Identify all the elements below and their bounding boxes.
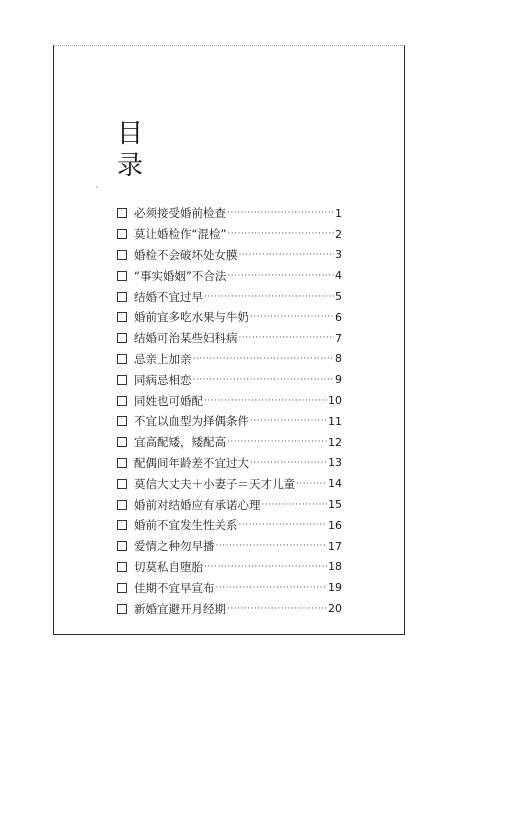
checkbox-icon <box>117 396 127 406</box>
dot-leader <box>262 500 328 510</box>
toc-entry-label: 忌亲上加亲 <box>134 351 192 366</box>
toc-entry-page: 18 <box>328 560 342 574</box>
toc-entry-page: 8 <box>335 352 342 366</box>
dot-leader <box>227 604 327 614</box>
dot-leader <box>193 375 335 385</box>
dot-leader <box>227 271 334 281</box>
toc-entry-label: 婚前不宜发生性关系 <box>134 518 238 533</box>
toc-entry-page: 16 <box>328 518 342 532</box>
dot-leader <box>239 250 335 260</box>
toc-entry-page: 20 <box>328 602 342 616</box>
toc-entry[interactable] <box>117 598 342 619</box>
toc-entry[interactable] <box>117 245 342 266</box>
toc-entry[interactable] <box>117 390 342 411</box>
toc-entry-label: 婚前宜多吃水果与牛奶 <box>134 310 249 325</box>
checkbox-icon <box>117 375 127 385</box>
dot-leader <box>227 208 334 218</box>
toc-entry-page: 1 <box>335 206 342 220</box>
checkbox-icon <box>117 250 127 260</box>
checkbox-icon <box>117 500 127 510</box>
toc-entry-label: 配偶间年龄差不宜过大 <box>134 455 249 470</box>
checkbox-icon <box>117 416 127 426</box>
toc-entry-page: 19 <box>328 581 342 595</box>
toc-entry[interactable] <box>117 432 342 453</box>
dot-leader <box>250 458 327 468</box>
toc-entry-page: 17 <box>328 539 342 553</box>
toc-entry-page: 11 <box>328 414 342 428</box>
toc-entry[interactable] <box>117 349 342 370</box>
toc-entry-label: 莫信大丈夫＋小妻子＝天才儿童 <box>134 476 295 491</box>
checkbox-icon <box>117 541 127 551</box>
checkbox-icon <box>117 271 127 281</box>
dot-leader <box>227 229 334 239</box>
toc-entry-page: 13 <box>328 456 342 470</box>
checkbox-icon <box>117 604 127 614</box>
toc-entry-label: 宜高配矮，矮配高 <box>134 435 226 450</box>
toc-entry[interactable] <box>117 307 342 328</box>
toc-entry-page: 12 <box>328 435 342 449</box>
dot-leader <box>239 520 328 530</box>
toc-entry-page: 3 <box>335 248 342 262</box>
toc-entry[interactable] <box>117 411 342 432</box>
checkbox-icon <box>117 583 127 593</box>
dot-leader <box>204 562 327 572</box>
toc-entry-label: 同姓也可婚配 <box>134 393 203 408</box>
toc-entry[interactable] <box>117 286 342 307</box>
toc-entry[interactable] <box>117 224 342 245</box>
toc-entry[interactable] <box>117 328 342 349</box>
checkbox-icon <box>117 562 127 572</box>
toc-entry-label: 结婚可治某些妇科病 <box>134 331 238 346</box>
checkbox-icon <box>117 520 127 530</box>
toc-entry-page: 9 <box>335 373 342 387</box>
toc-entry[interactable] <box>117 369 342 390</box>
toc-entry-page: 15 <box>328 498 342 512</box>
dot-leader <box>204 292 334 302</box>
toc-entry-page: 2 <box>335 227 342 241</box>
title-char-1: 目 <box>117 119 144 149</box>
dot-leader <box>204 396 327 406</box>
checkbox-icon <box>117 458 127 468</box>
dot-leader <box>239 333 335 343</box>
toc-entry-label: 切莫私自堕胎 <box>134 559 203 574</box>
toc-entry[interactable] <box>117 494 342 515</box>
title-char-2: 录 <box>117 151 144 181</box>
page-title <box>117 118 143 182</box>
dot-leader <box>296 479 327 489</box>
toc-entry-page: 7 <box>335 331 342 345</box>
toc-entry-label: 爱情之种勿早播 <box>134 539 215 554</box>
toc-entry[interactable] <box>117 453 342 474</box>
toc-entry-label: 不宜以血型为择偶条件 <box>134 414 249 429</box>
toc-entry-page: 10 <box>328 394 342 408</box>
checkbox-icon <box>117 292 127 302</box>
toc-entry-label: 结婚不宜过早 <box>134 289 203 304</box>
checkbox-icon <box>117 208 127 218</box>
toc-entry-page: 5 <box>335 290 342 304</box>
checkbox-icon <box>117 354 127 364</box>
toc-entry-label: 婚检不会破坏处女膜 <box>134 247 238 262</box>
dot-leader <box>250 312 334 322</box>
toc-entry-page: 14 <box>328 477 342 491</box>
dot-leader <box>216 583 328 593</box>
toc-entry-label: 莫让婚检作“混检” <box>134 227 227 242</box>
checkbox-icon <box>117 479 127 489</box>
toc-entry[interactable] <box>117 473 342 494</box>
dot-leader <box>193 354 335 364</box>
toc-entry-label: 同病忌相恋 <box>134 372 192 387</box>
toc-entry[interactable] <box>117 577 342 598</box>
table-of-contents <box>117 203 342 619</box>
toc-entry-label: “事实婚姻”不合法 <box>134 268 227 283</box>
toc-entry-label: 新婚宜避开月经期 <box>134 601 226 616</box>
checkbox-icon <box>117 229 127 239</box>
toc-entry-label: 婚前对结婚应有承诺心理 <box>134 497 261 512</box>
toc-entry[interactable] <box>117 536 342 557</box>
checkbox-icon <box>117 333 127 343</box>
toc-entry-label: 必须接受婚前检查 <box>134 206 226 221</box>
toc-entry[interactable] <box>117 515 342 536</box>
toc-entry-label: 佳期不宜早宣布 <box>134 580 215 595</box>
scan-speck <box>96 186 98 188</box>
toc-entry-page: 6 <box>335 310 342 324</box>
dot-leader <box>227 437 327 447</box>
dot-leader <box>216 541 328 551</box>
checkbox-icon <box>117 437 127 447</box>
dot-leader <box>250 416 327 426</box>
toc-entry[interactable] <box>117 265 342 286</box>
toc-entry[interactable] <box>117 203 342 224</box>
toc-entry[interactable] <box>117 557 342 578</box>
checkbox-icon <box>117 312 127 322</box>
toc-entry-page: 4 <box>335 269 342 283</box>
